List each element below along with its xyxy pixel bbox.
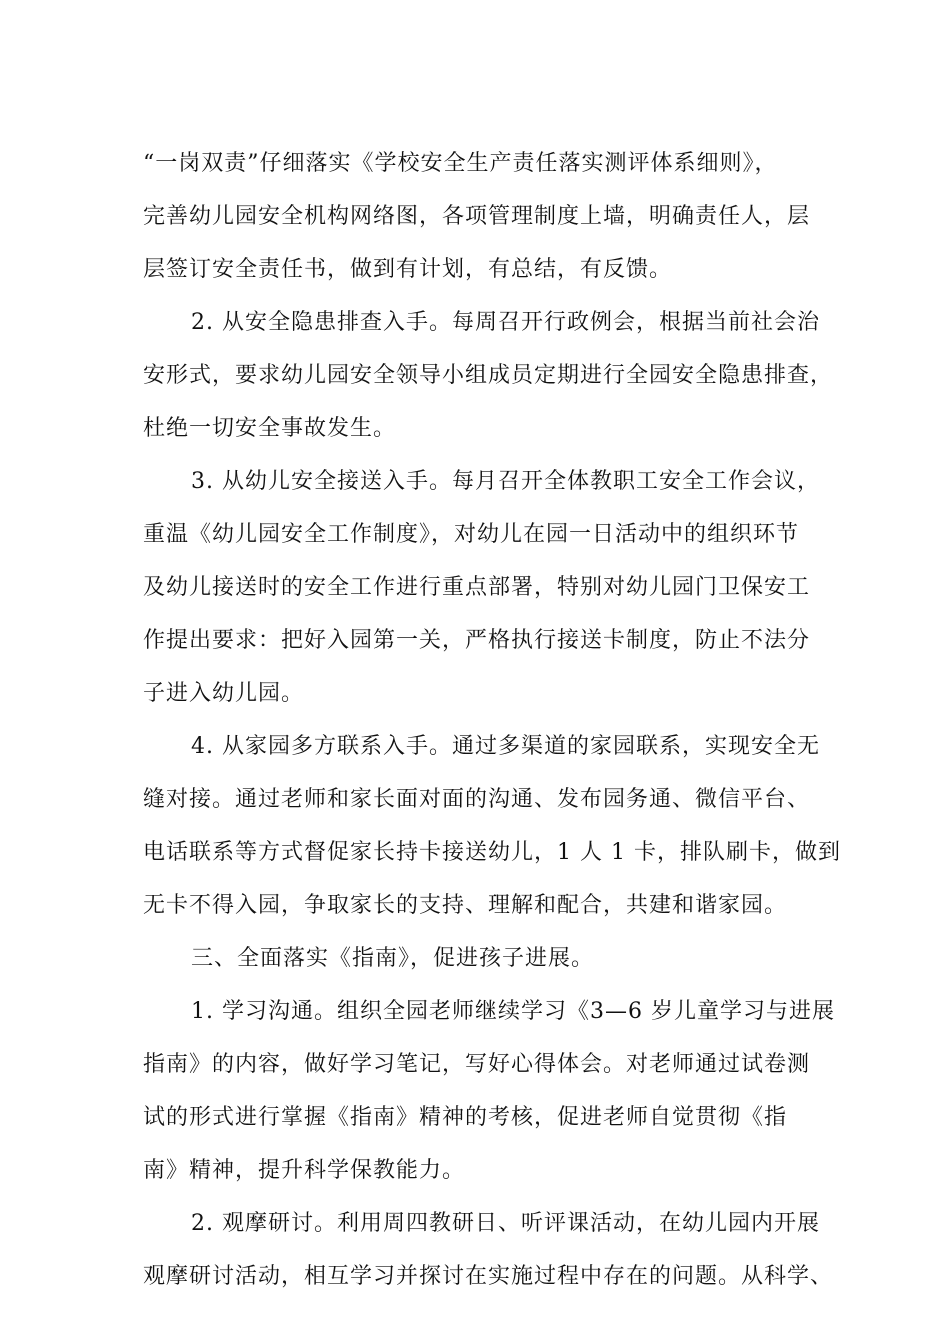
text-line: 作提出要求：把好入园第一关，严格执行接送卡制度，防止不法分 [143,628,811,653]
text-line: 杜绝一切安全事故发生。 [143,416,397,441]
paragraph-start-line: 2. 从安全隐患排查入手。每周召开行政例会，根据当前社会治 [191,310,820,335]
text-line: 子进入幼儿园。 [143,681,305,706]
paragraph-start-line: 2. 观摩研讨。利用周四教研日、听评课活动，在幼儿园内开展 [191,1211,820,1236]
text-line: 指南》的内容，做好学习笔记，写好心得体会。对老师通过试卷测 [143,1052,811,1077]
text-line: 及幼儿接送时的安全工作进行重点部署，特别对幼儿园门卫保安工 [143,575,811,600]
text-line: 电话联系等方式督促家长持卡接送幼儿，1 人 1 卡，排队刷卡，做到 [143,840,841,865]
text-line: 观摩研讨活动，相互学习并探讨在实施过程中存在的问题。从科学、 [143,1264,834,1289]
text-line: 试的形式进行掌握《指南》精神的考核，促进老师自觉贯彻《指 [143,1105,788,1130]
section-heading: 三、全面落实《指南》，促进孩子进展。 [191,946,595,971]
document-body [143,137,841,1303]
text-line: “一岗双责”仔细落实《学校安全生产责任落实测评体系细则》， [143,151,778,176]
text-line: 完善幼儿园安全机构网络图，各项管理制度上墙，明确责任人，层 [143,204,811,229]
paragraph-start-line: 4. 从家园多方联系入手。通过多渠道的家园联系，实现安全无 [191,734,820,759]
text-line: 层签订安全责任书，做到有计划，有总结，有反馈。 [143,257,673,282]
text-line: 重温《幼儿园安全工作制度》，对幼儿在园一日活动中的组织环节 [143,522,800,547]
paragraph-start-line: 3. 从幼儿安全接送入手。每月召开全体教职工安全工作会议， [191,469,820,494]
paragraph-start-line: 1. 学习沟通。组织全园老师继续学习《3—6 岁儿童学习与进展 [191,999,835,1024]
text-line: 南》精神，提升科学保教能力。 [143,1158,466,1183]
text-line: 安形式，要求幼儿园安全领导小组成员定期进行全园安全隐患排查， [143,363,834,388]
text-line: 无卡不得入园，争取家长的支持、理解和配合，共建和谐家园。 [143,893,788,918]
text-line: 缝对接。通过老师和家长面对面的沟通、发布园务通、微信平台、 [143,787,811,812]
